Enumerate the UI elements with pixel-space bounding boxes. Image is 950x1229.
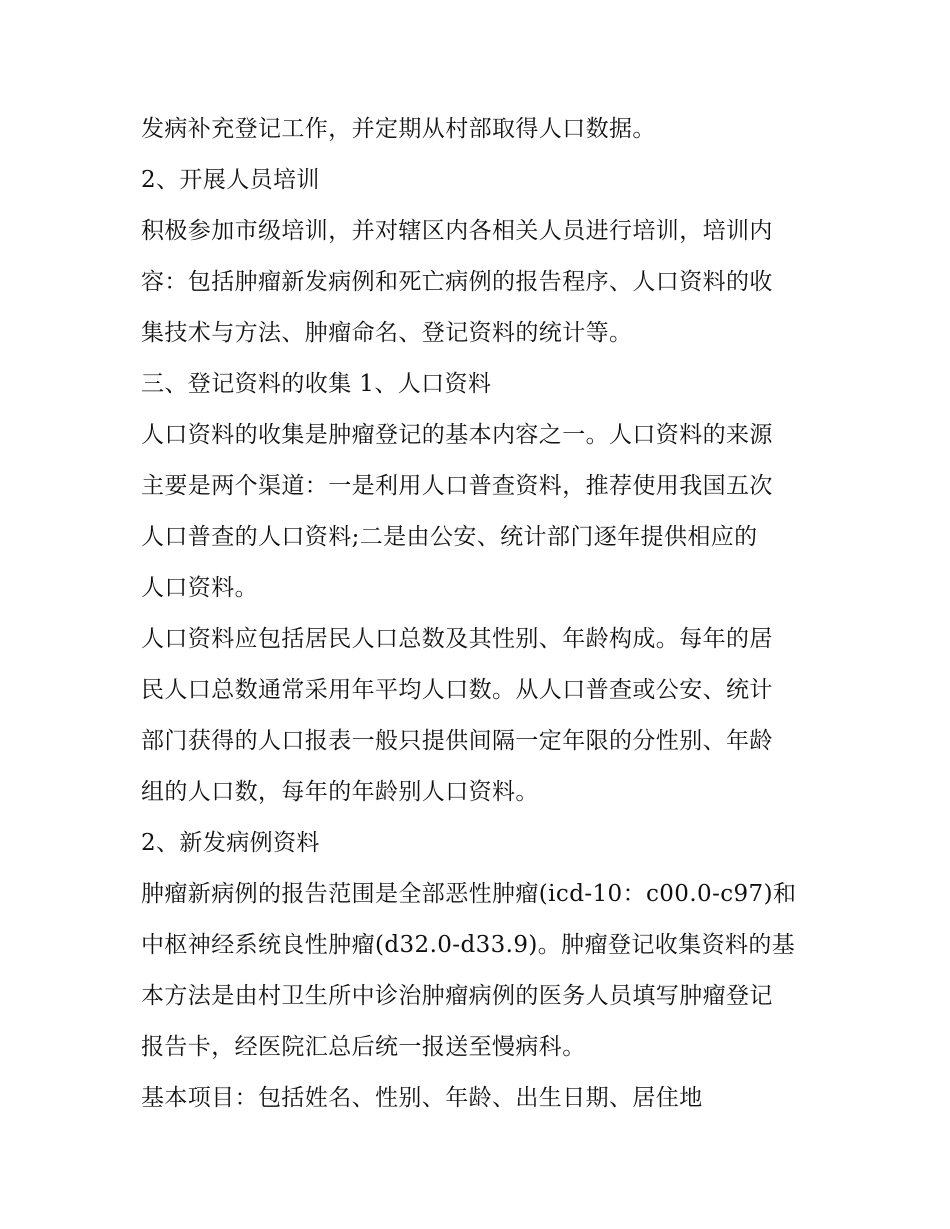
- section-heading: 三、登记资料的收集 1、人口资料: [141, 371, 492, 397]
- text-line: 中枢神经系统良性肿瘤(d32.0-d33.9)。肿瘤登记收集资料的基: [141, 932, 796, 958]
- text-line: 集技术与方法、肿瘤命名、登记资料的统计等。: [141, 320, 633, 346]
- section-heading: 2、开展人员培训: [141, 167, 320, 193]
- text-line: 人口资料的收集是肿瘤登记的基本内容之一。人口资料的来源: [141, 422, 773, 448]
- text-line: 人口普查的人口资料;二是由公安、统计部门逐年提供相应的: [141, 524, 758, 550]
- text-line: 组的人口数，每年的年龄别人口资料。: [141, 779, 539, 805]
- text-line: 人口资料。: [141, 575, 258, 601]
- text-line: 肿瘤新病例的报告范围是全部恶性肿瘤(icd-10：c00.0-c97)和: [141, 881, 797, 907]
- text-line: 基本项目：包括姓名、性别、年龄、出生日期、居住地: [141, 1085, 703, 1111]
- text-line: 主要是两个渠道：一是利用人口普查资料，推荐使用我国五次: [141, 473, 773, 499]
- text-line: 容：包括肿瘤新发病例和死亡病例的报告程序、人口资料的收: [141, 269, 773, 295]
- text-line: 部门获得的人口报表一般只提供间隔一定年限的分性别、年龄: [141, 728, 773, 754]
- text-line: 人口资料应包括居民人口总数及其性别、年龄构成。每年的居: [141, 626, 773, 652]
- text-line: 报告卡，经医院汇总后统一报送至慢病科。: [141, 1034, 586, 1060]
- text-line: 民人口总数通常采用年平均人口数。从人口普查或公安、统计: [141, 677, 773, 703]
- text-line: 发病补充登记工作，并定期从村部取得人口数据。: [141, 116, 656, 142]
- text-line: 本方法是由村卫生所中诊治肿瘤病例的医务人员填写肿瘤登记: [141, 983, 773, 1009]
- text-line: 积极参加市级培训，并对辖区内各相关人员进行培训，培训内: [141, 218, 773, 244]
- section-heading: 2、新发病例资料: [141, 830, 320, 856]
